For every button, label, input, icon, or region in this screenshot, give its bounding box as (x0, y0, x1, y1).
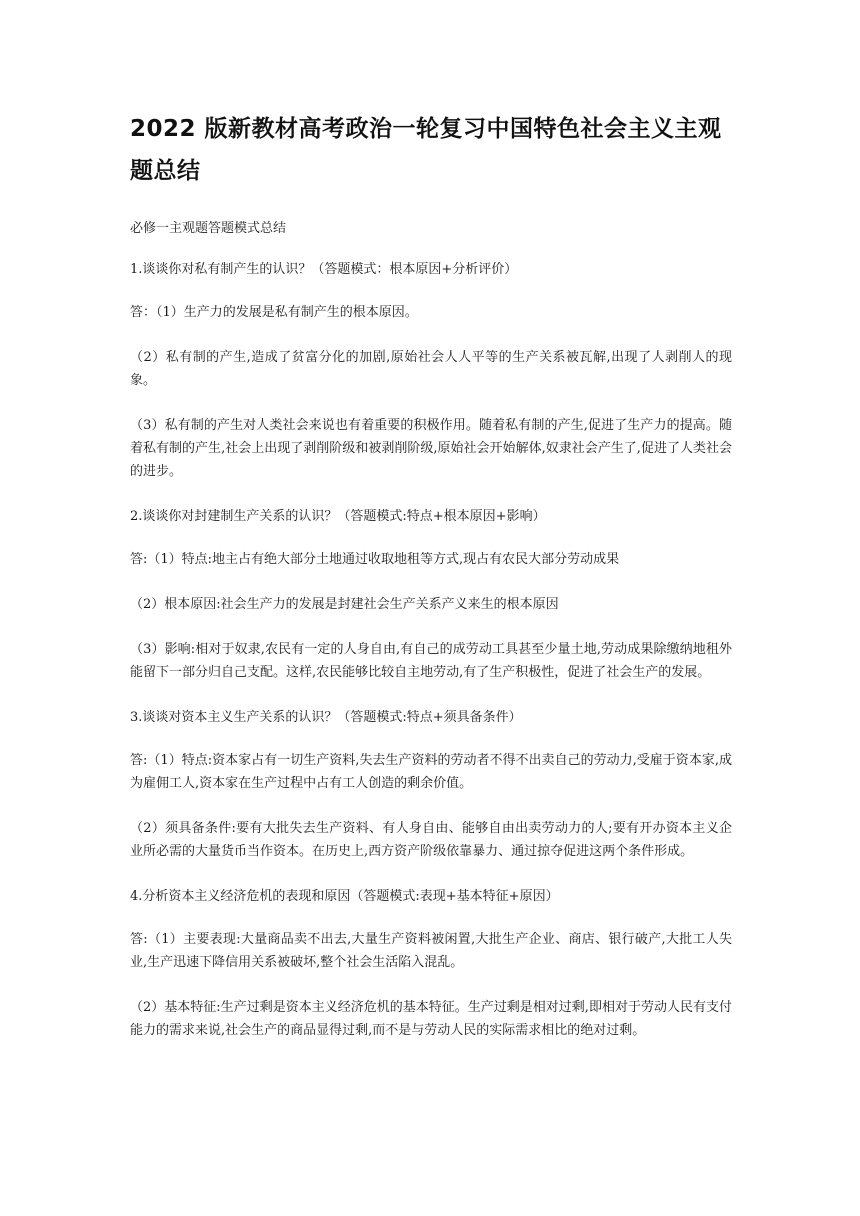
answer-2-point-1: 答:（1）特点:地主占有绝大部分土地通过收取地租等方式,现占有农民大部分劳动成果 (130, 552, 620, 567)
answer-3-point-1: 答:（1）特点:资本家占有一切生产资料,失去生产资料的劳动者不得不出卖自己的劳动力,受雇于资本家,成为雇佣工人,资本家在生产过程中占有工人创造的剩余价值。 (130, 753, 732, 791)
document-subtitle: 必修一主观题答题模式总结 (130, 221, 287, 236)
answer-1-point-1: 答：（1）生产力的发展是私有制产生的根本原因。 (130, 305, 418, 320)
question-2: 2.谈谈你对封建制生产关系的认识？（答题模式:特点+根本原因+影响） (130, 509, 546, 524)
answer-4-point-2: （2）基本特征:生产过剩是资本主义经济危机的基本特征。生产过剩是相对过剩,即相对于劳动人民有支付能力的需求来说,社会生产的商品显得过剩,而不是与劳动人民的实际需求相比的绝对过剩。 (130, 1000, 732, 1038)
question-4: 4.分析资本主义经济危机的表现和原因（答题模式:表现+基本特征+原因） (130, 889, 559, 904)
document-body (130, 108, 732, 1064)
document-title: 2022 版新教材高考政治一轮复习中国特色社会主义主观题总结 (130, 116, 722, 184)
answer-2-point-2: （2）根本原因:社会生产力的发展是封建社会生产关系产义来生的根本原因 (130, 597, 559, 612)
answer-3-point-2: （2）须具备条件:要有大批失去生产资料、有人身自由、能够自由出卖劳动力的人;要有开办资本主义企业所必需的大量货币当作资本。在历史上,西方资产阶级依靠暴力、通过掠夺促进这两个条件形成。 (130, 821, 732, 859)
answer-4-point-1: 答:（1）主要表现:大量商品卖不出去,大量生产资料被闲置,大批生产企业、商店、银行破产,大批工人失业,生产迅速下降信用关系被破坏,整个社会生活陷入混乱。 (130, 932, 732, 970)
answer-1-point-3: （3）私有制的产生对人类社会来说也有着重要的积极作用。随着私有制的产生,促进了生产力的提高。随着私有制的产生,社会上出现了剥削阶级和被剥削阶级,原始社会开始解体,奴隶社会产生了,促进了人类社会的进步。 (130, 418, 732, 479)
answer-2-point-3: （3）影响:相对于奴隶,农民有一定的人身自由,有自己的成劳动工具甚至少量土地,劳动成果除缴纳地租外能留下一部分归自己支配。这样,农民能够比较自主地劳动,有了生产积极性，促进了社会生产的发展。 (130, 642, 732, 680)
question-3: 3.谈谈对资本主义生产关系的认识？（答题模式:特点+须具备条件） (130, 710, 522, 725)
answer-1-point-2: （2）私有制的产生,造成了贫富分化的加剧,原始社会人人平等的生产关系被瓦解,出现了人剥削人的现象。 (130, 350, 732, 388)
question-1: 1.谈谈你对私有制产生的认识？（答题模式：根本原因+分析评价） (130, 262, 518, 277)
